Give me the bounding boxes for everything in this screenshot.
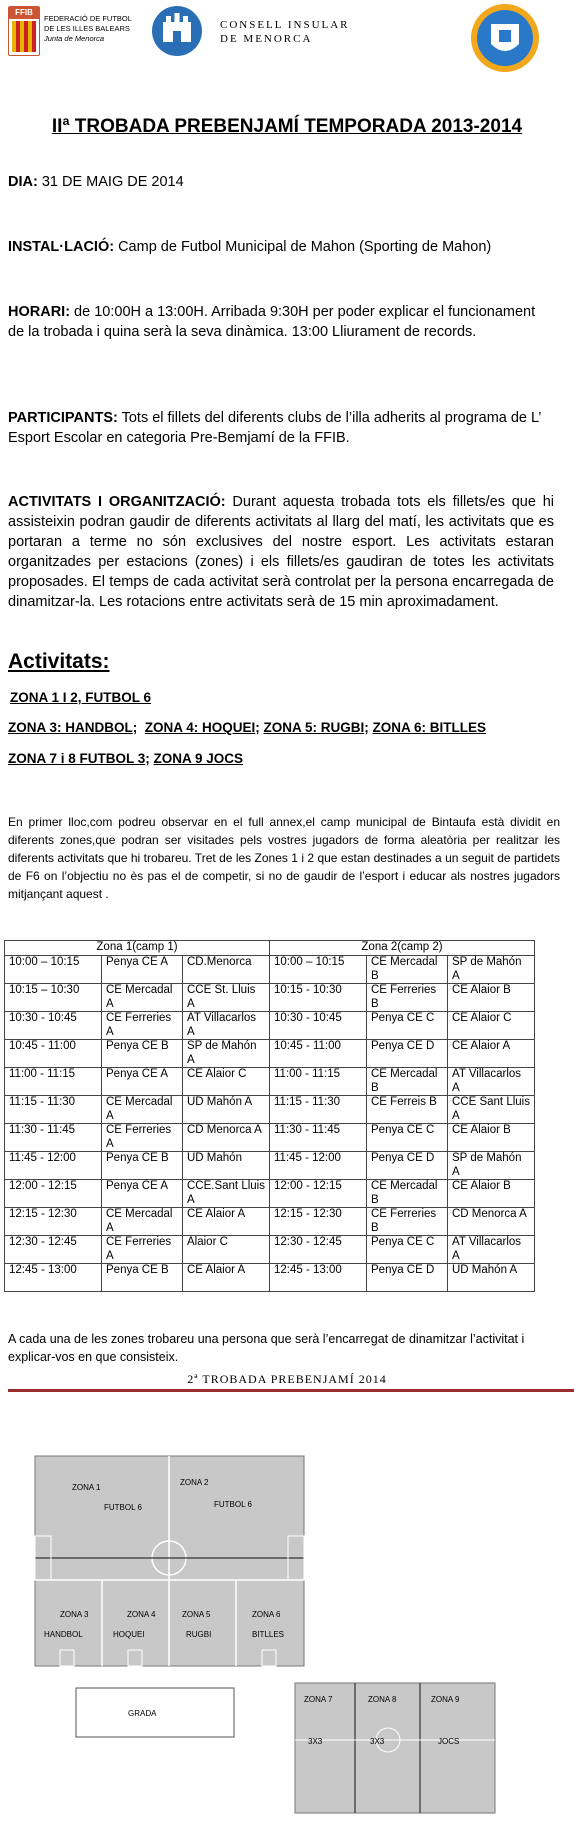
z2-rival-cell: AT Villacarlos A [448, 1068, 535, 1096]
map-zona7: ZONA 7 [304, 1695, 333, 1704]
z1-time-cell: 11:30 - 11:45 [5, 1124, 102, 1152]
z1-rival-cell: CD Menorca A [183, 1124, 270, 1152]
dia-paragraph [8, 172, 554, 192]
z1-time-cell: 12:15 - 12:30 [5, 1208, 102, 1236]
table-row [5, 1208, 535, 1236]
z1-time-cell: 12:45 - 13:00 [5, 1264, 102, 1292]
z1-rival-cell: Alaior C [183, 1236, 270, 1264]
z1-rival-cell: SP de Mahón A [183, 1040, 270, 1068]
ffib-line3: Junta de Menorca [44, 34, 105, 43]
z2-time-cell: 10:15 - 10:30 [270, 984, 367, 1012]
zone-futbol6: ZONA 1 I 2, FUTBOL 6 [10, 690, 152, 705]
map-jocs: JOCS [438, 1737, 460, 1746]
z1-rival-cell: UD Mahón [183, 1152, 270, 1180]
ffib-logo [8, 6, 40, 56]
z2-time-cell: 12:00 - 12:15 [270, 1180, 367, 1208]
map-zona6: ZONA 6 [252, 1610, 281, 1619]
z2-rival-cell: CE Alaior C [448, 1012, 535, 1040]
activitats-label: ACTIVITATS I ORGANITZACIÓ: [8, 494, 226, 510]
z2-rival-cell: SP de Mahón A [448, 956, 535, 984]
z2-time-cell: 10:45 - 11:00 [270, 1040, 367, 1068]
z2-time-cell: 11:00 - 11:15 [270, 1068, 367, 1096]
z1-rival-cell: CCE St. Lluis A [183, 984, 270, 1012]
map-futbol6-b: FUTBOL 6 [214, 1500, 252, 1509]
map-zona5: ZONA 5 [182, 1610, 211, 1619]
z2-rival-cell: CE Alaior B [448, 1180, 535, 1208]
z1-rival-cell: UD Mahón A [183, 1096, 270, 1124]
participants-label: PARTICIPANTS: [8, 410, 118, 426]
page-title: IIª TROBADA PREBENJAMÍ TEMPORADA 2013-2014 [51, 116, 523, 137]
z2-time-cell: 12:30 - 12:45 [270, 1236, 367, 1264]
z1-team-cell: CE Mercadal A [102, 1096, 183, 1124]
dia-label: DIA: [8, 174, 38, 190]
z1-team-cell: Penya CE A [102, 1068, 183, 1096]
z2-team-cell: Penya CE D [367, 1040, 448, 1068]
z1-rival-cell: AT Villacarlos A [183, 1012, 270, 1040]
consell-text [220, 18, 350, 46]
zone-bitlles: ZONA 6: BITLLES [372, 720, 487, 735]
table-row [5, 1264, 535, 1292]
ffib-abbr: FFIB [9, 7, 39, 19]
participants-value: Tots el fillets del diferents clubs de l’illa adherits al programa de L’ Esport Escolar en categoria Pre-Bemjamí de la FFIB. [8, 410, 541, 446]
z1-rival-cell: CCE.Sant Lluis A [183, 1180, 270, 1208]
table-row [5, 1068, 535, 1096]
activitats-value: Durant aquesta trobada tots els fillets/es que hi assisteixin podran gaudir de diferents activitats al llarg del matí, les activitats que es portaran a terme no són exclusives del nostre esport. Les activitats estaran organitzades per estacions (zones) i els fillets/es gaudiran de totes les activitats proposades. El temps de cada activitat serà controlat per la persona encarregada de dinamitzar-la. Les rotacions entre activitats serà de 15 min aproximadament. [8, 494, 554, 610]
zone-rugbi: ZONA 5: RUGBI [263, 720, 365, 735]
zone-jocs: ZONA 9 JOCS [153, 751, 244, 766]
zones-line2: ZONA 3: HANDBOL; ZONA 4: HOQUEI; ZONA 5: RUGBI; ZONA 6: BITLLES [8, 720, 487, 735]
z2-rival-cell: UD Mahón A [448, 1264, 535, 1292]
table-row [5, 1096, 535, 1124]
table-row [5, 1124, 535, 1152]
installacio-paragraph [8, 237, 554, 257]
horari-label: HORARI: [8, 304, 71, 320]
z1-team-cell: Penya CE B [102, 1040, 183, 1068]
installacio-label: INSTAL·LACIÓ: [8, 239, 115, 255]
z2-rival-cell: CE Alaior B [448, 1124, 535, 1152]
z1-rival-cell: CD.Menorca [183, 956, 270, 984]
map-3x3-a: 3X3 [308, 1737, 323, 1746]
map-3x3-b: 3X3 [370, 1737, 385, 1746]
horari-value: de 10:00H a 13:00H. Arribada 9:30H per poder explicar el funcionament de la trobada i quina serà la seva dinàmica. 13:00 Lliurament de records. [8, 304, 536, 340]
z2-team-cell: CE Ferreries B [367, 1208, 448, 1236]
map-zona1: ZONA 1 [72, 1483, 101, 1492]
zone1-header: Zona 1(camp 1) [5, 941, 270, 956]
z2-rival-cell: CCE Sant Lluis A [448, 1096, 535, 1124]
closing-paragraph: A cada una de les zones trobareu una persona que serà l’encarregat de dinamitzar l’activitat i explicar-vos en que consisteix. [8, 1332, 525, 1364]
z2-time-cell: 10:30 - 10:45 [270, 1012, 367, 1040]
z2-team-cell: Penya CE C [367, 1124, 448, 1152]
z1-time-cell: 11:45 - 12:00 [5, 1152, 102, 1180]
zone-futbol3: ZONA 7 i 8 FUTBOL 3 [8, 751, 146, 766]
table-row [5, 956, 535, 984]
z2-time-cell: 11:30 - 11:45 [270, 1124, 367, 1152]
z2-time-cell: 11:15 - 11:30 [270, 1096, 367, 1124]
z2-team-cell: CE Mercadal B [367, 956, 448, 984]
z2-team-cell: CE Ferreis B [367, 1096, 448, 1124]
table-row [5, 1180, 535, 1208]
map-subtitle: 2ª TROBADA PREBENJAMÍ 2014 [187, 1372, 387, 1386]
z1-team-cell: CE Ferreries A [102, 1236, 183, 1264]
ffib-line1: FEDERACIÓ DE FUTBOL [44, 14, 132, 23]
z2-team-cell: CE Ferreries B [367, 984, 448, 1012]
z2-team-cell: CE Mercadal B [367, 1180, 448, 1208]
z1-time-cell: 10:30 - 10:45 [5, 1012, 102, 1040]
zone2-header: Zona 2(camp 2) [270, 941, 535, 956]
z1-rival-cell: CE Alaior A [183, 1264, 270, 1292]
table-row [5, 1152, 535, 1180]
map-zona2: ZONA 2 [180, 1478, 209, 1487]
schedule-header-row [5, 941, 535, 956]
intro-paragraph: En primer lloc,com podreu observar en el full annex,el camp municipal de Bintaufa està dividit en diferents zones,que podran ser visitades pels vostres jugadors de forma aleatòria per realitzar les diferents activitats que hi trobareu. Tret de les Zones 1 i 2 que estan destinades a un seguit de partidets de F6 on l’objectiu no ès pas el de competir, si no de gaudir de l’esport i educar als nostres jugadors mitjançant aquest . [8, 815, 560, 901]
divider-line [8, 1389, 574, 1392]
activitats-paragraph [8, 492, 554, 612]
z1-time-cell: 12:30 - 12:45 [5, 1236, 102, 1264]
activitats-heading: Activitats: [8, 650, 110, 673]
z2-rival-cell: CE Alaior A [448, 1040, 535, 1068]
z1-time-cell: 11:15 - 11:30 [5, 1096, 102, 1124]
z2-rival-cell: CE Alaior B [448, 984, 535, 1012]
participants-paragraph [8, 408, 554, 448]
z1-team-cell: Penya CE A [102, 956, 183, 984]
z1-team-cell: CE Mercadal A [102, 984, 183, 1012]
z2-rival-cell: AT Villacarlos A [448, 1236, 535, 1264]
ffib-flag-icon [12, 21, 36, 52]
map-hoquei: HOQUEI [113, 1630, 145, 1639]
ffib-line2: DE LES ILLES BALEARS [44, 24, 130, 33]
z1-team-cell: CE Mercadal A [102, 1208, 183, 1236]
zone-handbol: ZONA 3: HANDBOL [8, 720, 133, 735]
table-row [5, 1012, 535, 1040]
z2-time-cell: 10:00 – 10:15 [270, 956, 367, 984]
zones-line3: ZONA 7 i 8 FUTBOL 3; ZONA 9 JOCS [8, 751, 244, 766]
consell-line1: CONSELL INSULAR [220, 19, 350, 31]
table-row [5, 1236, 535, 1264]
map-grada: GRADA [128, 1709, 157, 1718]
dia-value: 31 DE MAIG DE 2014 [37, 174, 184, 190]
map-zona8: ZONA 8 [368, 1695, 397, 1704]
map-handbol: HANDBOL [44, 1630, 83, 1639]
map-rugbi: RUGBI [186, 1630, 212, 1639]
z1-time-cell: 10:15 – 10:30 [5, 984, 102, 1012]
map-futbol6-a: FUTBOL 6 [104, 1503, 142, 1512]
table-row [5, 984, 535, 1012]
z2-team-cell: CE Mercadal B [367, 1068, 448, 1096]
z2-team-cell: Penya CE D [367, 1264, 448, 1292]
horari-paragraph [8, 302, 554, 342]
z2-time-cell: 11:45 - 12:00 [270, 1152, 367, 1180]
z1-team-cell: Penya CE B [102, 1152, 183, 1180]
z2-rival-cell: SP de Mahón A [448, 1152, 535, 1180]
z1-time-cell: 12:00 - 12:15 [5, 1180, 102, 1208]
map-zona9: ZONA 9 [431, 1695, 460, 1704]
z1-time-cell: 11:00 - 11:15 [5, 1068, 102, 1096]
map-bitlles: BITLLES [252, 1630, 285, 1639]
z2-team-cell: Penya CE D [367, 1152, 448, 1180]
consell-line2: DE MENORCA [220, 33, 313, 45]
field-map [0, 1440, 574, 1837]
club-crest-icon [469, 2, 541, 74]
map-zona4: ZONA 4 [127, 1610, 156, 1619]
header-logos [0, 0, 574, 80]
installacio-value: Camp de Futbol Municipal de Mahon (Sporting de Mahon) [114, 239, 492, 255]
z1-team-cell: CE Ferreries A [102, 1124, 183, 1152]
z1-rival-cell: CE Alaior C [183, 1068, 270, 1096]
z1-team-cell: Penya CE A [102, 1180, 183, 1208]
zone-hoquei: ZONA 4: HOQUEI [144, 720, 256, 735]
consell-emblem-icon [150, 4, 204, 58]
z2-time-cell: 12:45 - 13:00 [270, 1264, 367, 1292]
z1-team-cell: CE Ferreries A [102, 1012, 183, 1040]
z2-team-cell: Penya CE C [367, 1236, 448, 1264]
table-row [5, 1040, 535, 1068]
zones-line1 [10, 690, 151, 705]
schedule-table [4, 940, 535, 1292]
z1-time-cell: 10:00 – 10:15 [5, 956, 102, 984]
z1-time-cell: 10:45 - 11:00 [5, 1040, 102, 1068]
z2-team-cell: Penya CE C [367, 1012, 448, 1040]
ffib-text [44, 14, 144, 44]
z2-time-cell: 12:15 - 12:30 [270, 1208, 367, 1236]
z2-rival-cell: CD Menorca A [448, 1208, 535, 1236]
map-zona3: ZONA 3 [60, 1610, 89, 1619]
z1-team-cell: Penya CE B [102, 1264, 183, 1292]
z1-rival-cell: CE Alaior A [183, 1208, 270, 1236]
